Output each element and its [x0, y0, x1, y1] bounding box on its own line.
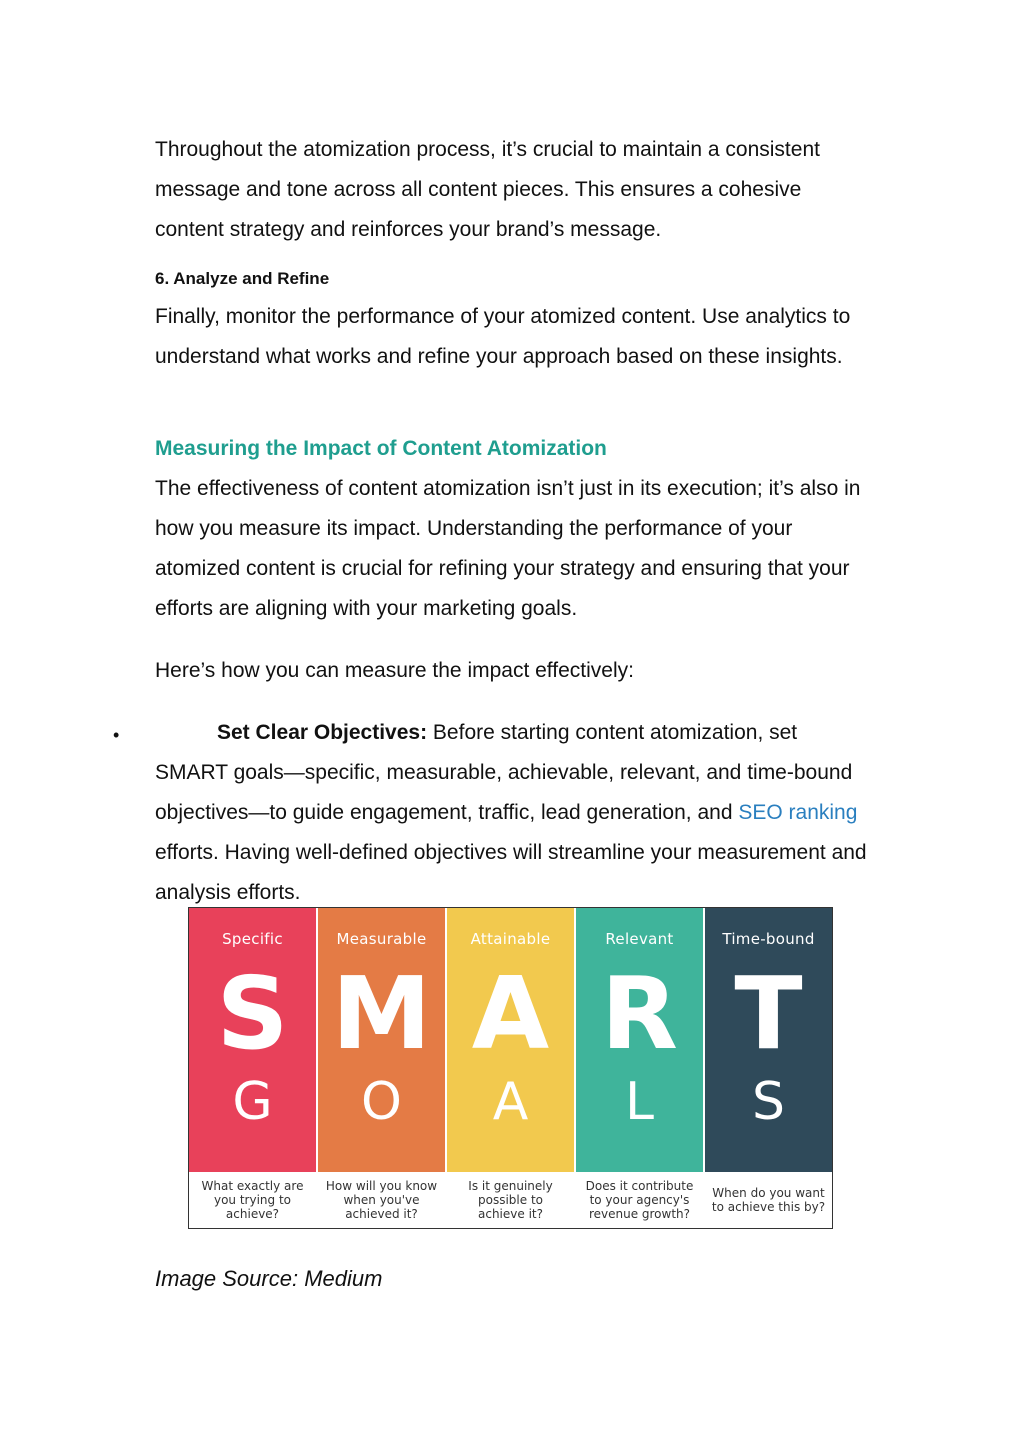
smart-letter: T	[734, 955, 803, 1072]
how-to-paragraph: Here’s how you can measure the impact effectively:	[155, 659, 634, 682]
goals-letter: A	[492, 1072, 529, 1132]
bullet-item	[155, 713, 875, 913]
smart-letter: S	[216, 955, 289, 1072]
smart-goals-image	[188, 907, 833, 1229]
smart-column-label: Time-bound	[722, 930, 815, 948]
smart-column	[318, 908, 447, 1228]
smart-color-band	[447, 908, 574, 1172]
smart-column	[189, 908, 318, 1228]
intro-paragraph: Throughout the atomization process, it’s crucial to maintain a consistent message and tone across all content pieces. This ensures a cohesive content strategy and reinforces your brand’s message.	[155, 138, 820, 241]
smart-color-band	[318, 908, 445, 1172]
image-caption: Image Source: Medium	[155, 1266, 383, 1291]
smart-color-band	[705, 908, 832, 1172]
goals-letter: O	[361, 1072, 402, 1132]
smart-column	[705, 908, 832, 1228]
smart-question: Is it genuinely possible to achieve it?	[468, 1179, 553, 1221]
bullet-marker: •	[113, 725, 120, 745]
section-heading: Measuring the Impact of Content Atomization	[155, 437, 607, 460]
smart-question: What exactly are you trying to achieve?	[201, 1179, 304, 1221]
goals-letter: G	[232, 1072, 273, 1132]
bullet-title: Set Clear Objectives:	[217, 721, 428, 744]
smart-letter: M	[331, 955, 432, 1072]
smart-column-label: Specific	[222, 930, 283, 948]
step-6-heading: 6. Analyze and Refine	[155, 269, 330, 288]
smart-column-label: Attainable	[470, 930, 551, 948]
smart-letter: R	[600, 955, 678, 1072]
section-paragraph: The effectiveness of content atomization isn’t just in its execution; it’s also in how you measure its impact. Understanding the performance of your atomized content is crucial for refining your strategy and ensuring that your efforts are aligning with your marketing goals.	[155, 477, 861, 620]
smart-question: When do you want to achieve this by?	[711, 1186, 826, 1214]
seo-ranking-link[interactable]: SEO ranking	[738, 801, 858, 824]
smart-column-label: Measurable	[336, 930, 427, 948]
smart-question: Does it contribute to your agency's revenue growth?	[585, 1179, 694, 1221]
smart-letter: A	[471, 955, 550, 1072]
smart-question: How will you know when you've achieved it?	[325, 1179, 438, 1221]
smart-column	[576, 908, 705, 1228]
bullet-text-after-link: efforts. Having well-defined objectives will streamline your measurement and analysis efforts.	[155, 841, 867, 904]
smart-column	[447, 908, 576, 1228]
goals-letter: L	[625, 1072, 654, 1132]
goals-letter: S	[751, 1072, 785, 1132]
smart-color-band	[189, 908, 316, 1172]
step-6-paragraph: Finally, monitor the performance of your atomized content. Use analytics to understand what works and refine your approach based on these insights.	[155, 305, 851, 368]
smart-column-label: Relevant	[605, 930, 674, 948]
smart-color-band	[576, 908, 703, 1172]
bullet-text-before-link: Before starting content atomization, set SMART goals—specific, measurable, achievable, relevant, and time-bound objectives—to guide engagement, traffic, lead generation, and	[155, 721, 853, 824]
